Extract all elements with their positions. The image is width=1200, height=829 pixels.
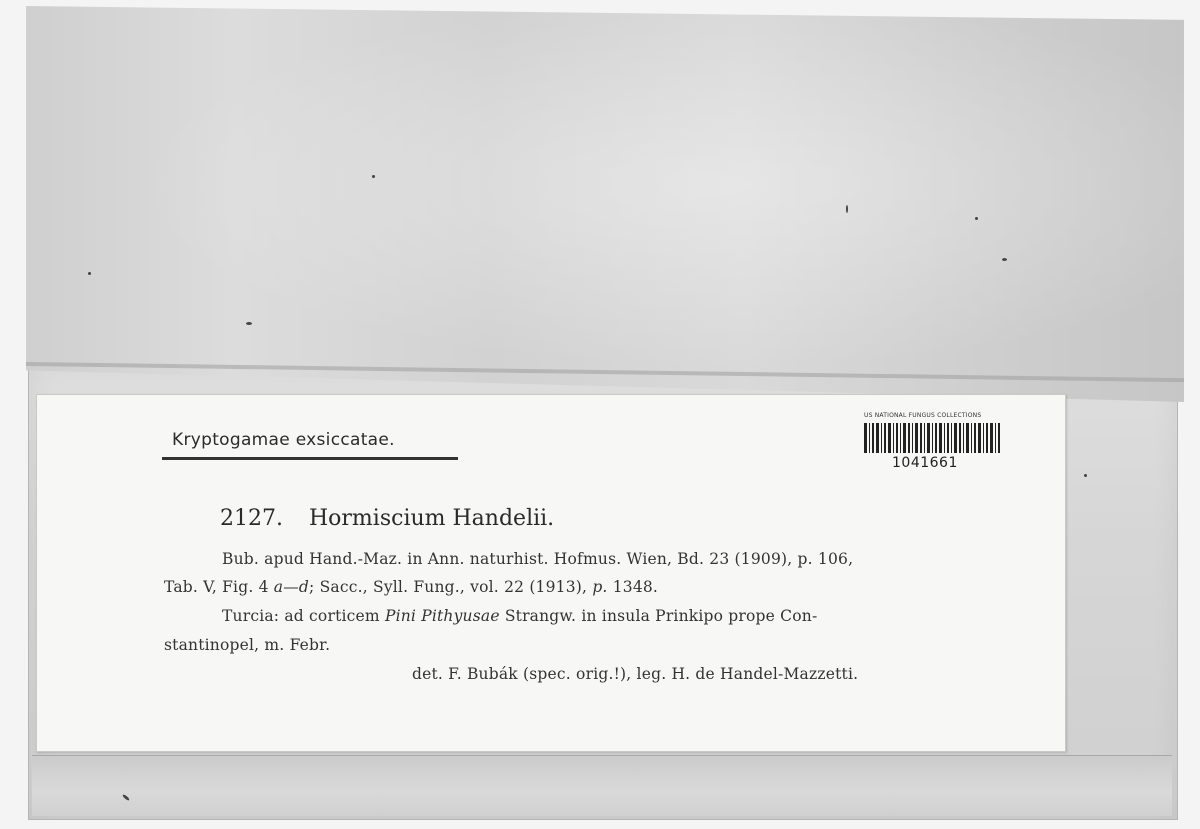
host-name: Pini Pithyusae [384,607,500,625]
series-title: Kryptogamae exsiccatae. [172,430,395,450]
locality-text: Strangw. in insula Prinkipo prope Con- [499,607,818,625]
debris-speck [372,175,375,178]
taxon-name: Hormiscium Handelii. [308,506,555,531]
debris-speck [1084,474,1087,477]
packet-bottom-fold [32,755,1172,816]
series-underline [162,457,458,460]
collectors-line: det. F. Bubák (spec. orig.!), leg. H. de Handel-Mazzetti. [412,665,859,683]
citation-line-2 [164,578,658,596]
locality-text: Turcia: ad corticem [222,607,385,625]
packet-flap [26,6,1184,402]
exsiccata-number: 2127. [220,506,283,531]
debris-speck [88,272,91,275]
locality-line-1 [222,607,817,625]
page-number: 1348. [607,578,659,596]
barcode-caption: US NATIONAL FUNGUS COLLECTIONS [864,412,982,419]
debris-speck [246,322,252,325]
debris-speck [1002,258,1007,261]
barcode-number: 1041661 [892,455,958,471]
taxon-heading [220,506,554,531]
locality-line-2: stantinopel, m. Febr. [164,636,331,654]
barcode-icon [862,421,1002,455]
figure-range: a—d [273,578,310,596]
debris-speck [975,217,978,220]
debris-speck [846,205,848,213]
barcode-sticker [862,412,1010,486]
citation-text: Tab. V, Fig. 4 [164,578,274,596]
page-abbrev: p. [592,578,608,596]
citation-text: ; Sacc., Syll. Fung., vol. 22 (1913), [309,578,593,596]
citation-line-1: Bub. apud Hand.-Maz. in Ann. naturhist. Hofmus. Wien, Bd. 23 (1909), p. 106, [222,550,854,568]
